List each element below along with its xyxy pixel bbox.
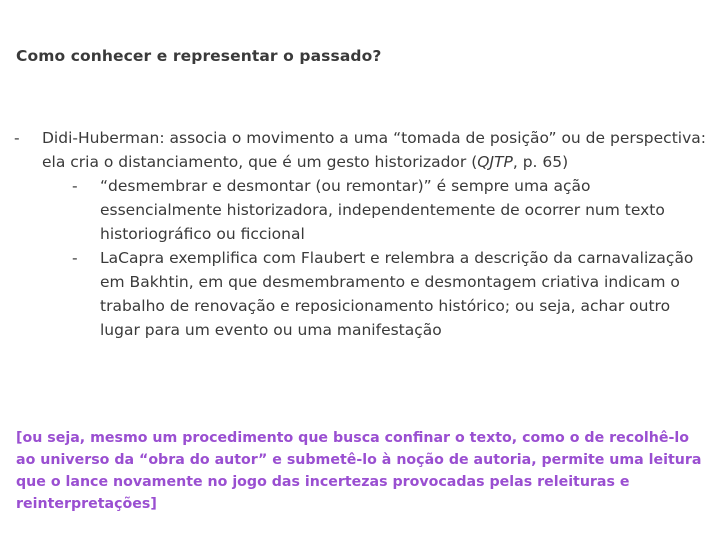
bullet-marker: - bbox=[14, 129, 20, 147]
slide-title: Como conhecer e representar o passado? bbox=[16, 47, 382, 65]
subbullet-marker: - bbox=[72, 249, 78, 267]
bullet-text-end: , p. 65) bbox=[512, 153, 569, 171]
bracket-note: [ou seja, mesmo um procedimento que busca confinar o texto, como o de recolhê-lo ao universo da “obra do autor” e submetê-lo à noção de autoria, permite uma leitura que o lance novamente no jogo das incertezas provocadas pelas releituras e reinterpretações] bbox=[16, 430, 702, 512]
subbullet-item-desmembrar bbox=[14, 174, 714, 246]
subbullet-text: “desmembrar e desmontar (ou remontar)” é sempre uma ação essencialmente historizadora, independentemente de ocorrer num texto historiográfico ou ficcional bbox=[100, 177, 665, 243]
bullet-list bbox=[14, 126, 714, 342]
subbullet-marker: - bbox=[72, 177, 78, 195]
subbullet-item-lacapra bbox=[14, 246, 714, 342]
subbullet-text: LaCapra exemplifica com Flaubert e relembra a descrição da carnavalização em Bakhtin, em que desmembramento e desmontagem criativa indicam o trabalho de renovação e reposicionamento histórico; ou seja, achar outro lugar para um evento ou uma manifestação bbox=[100, 249, 694, 339]
bullet-text: Didi-Huberman: associa o movimento a uma “tomada de posição” ou de perspectiva: ela cria o distanciamento, que é um gesto historizador ( bbox=[42, 129, 706, 171]
bullet-text-italic: QJTP bbox=[477, 153, 513, 171]
bullet-item-didi-huberman bbox=[14, 126, 714, 174]
